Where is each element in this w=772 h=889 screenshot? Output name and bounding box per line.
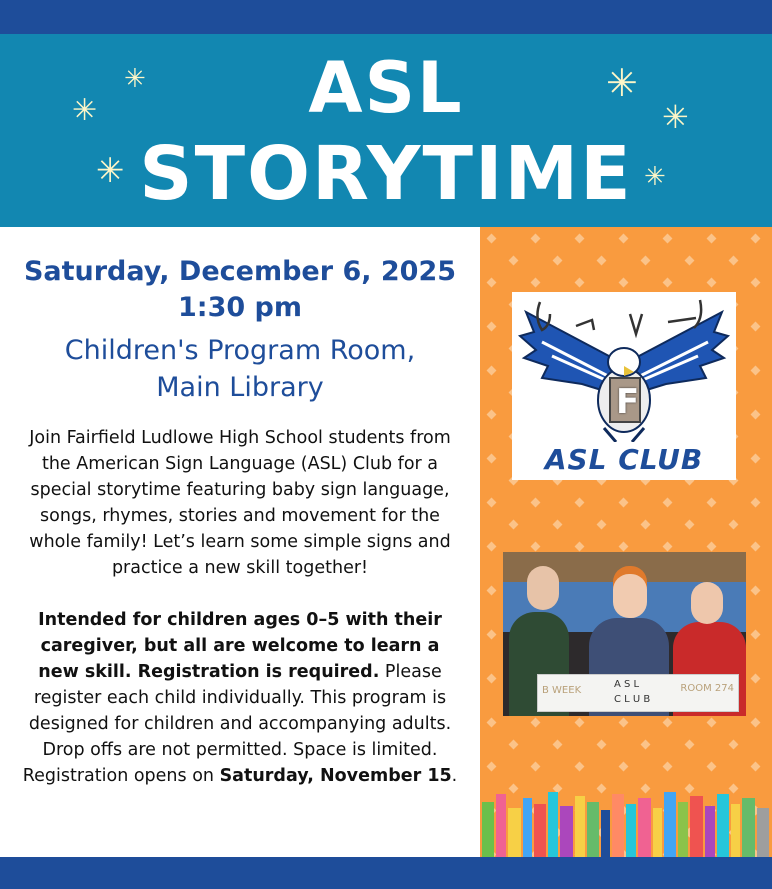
event-description [18, 425, 462, 789]
top-stripe [0, 0, 772, 34]
sign-center: A S L C L U B [614, 679, 651, 705]
student-2-face [613, 574, 647, 618]
sparkle-icon: ✳ [662, 98, 689, 136]
bottom-stripe [0, 857, 772, 889]
details-paragraph [18, 607, 462, 789]
bookshelf-decoration [480, 790, 772, 857]
sign-left: B WEEK [542, 685, 582, 696]
club-photo [503, 552, 746, 716]
sparkle-icon: ✳ [644, 162, 666, 192]
sparkle-icon: ✳ [606, 61, 638, 105]
title-banner [0, 34, 772, 227]
intro-paragraph: Join Fairfield Ludlowe High School students from the American Sign Language (ASL) Club for a special storytime featuring baby sign language, songs, rhymes, stories and movement for the whole family! Let’s learn some simple signs and practice a new skill together! [29, 428, 451, 578]
event-location [0, 332, 480, 406]
banner-title-line2: STORYTIME [139, 131, 633, 217]
bold-note: Intended for children ages 0–5 with their caregiver, but all are welcome to learn a new skill. Registration is required. [38, 610, 442, 682]
sparkle-icon: ✳ [72, 93, 98, 128]
club-sign [537, 674, 739, 712]
event-date: Saturday, December 6, 2025 [23, 256, 457, 287]
details-text: Please register each child individually. This program is designed for children and accompanying adults. Drop offs are not permitted. Space is limited. Registration opens on [22, 662, 452, 786]
end-punct: . [451, 766, 458, 786]
registration-date: Saturday, November 15 [219, 766, 452, 786]
sign-right: ROOM 274 [680, 683, 734, 694]
sparkle-icon: ✳ [124, 64, 146, 94]
sparkle-icon: ✳ [96, 151, 125, 191]
student-1-face [527, 566, 559, 610]
event-time: 1:30 pm [177, 292, 303, 323]
logo-text: ASL CLUB [544, 443, 704, 476]
banner-title-line1: ASL [308, 47, 464, 129]
emblem-letter: F [616, 382, 640, 422]
asl-club-logo [512, 292, 736, 480]
location-line2: Main Library [156, 372, 324, 403]
location-line1: Children's Program Room, [64, 335, 416, 366]
student-3-face [691, 582, 723, 624]
